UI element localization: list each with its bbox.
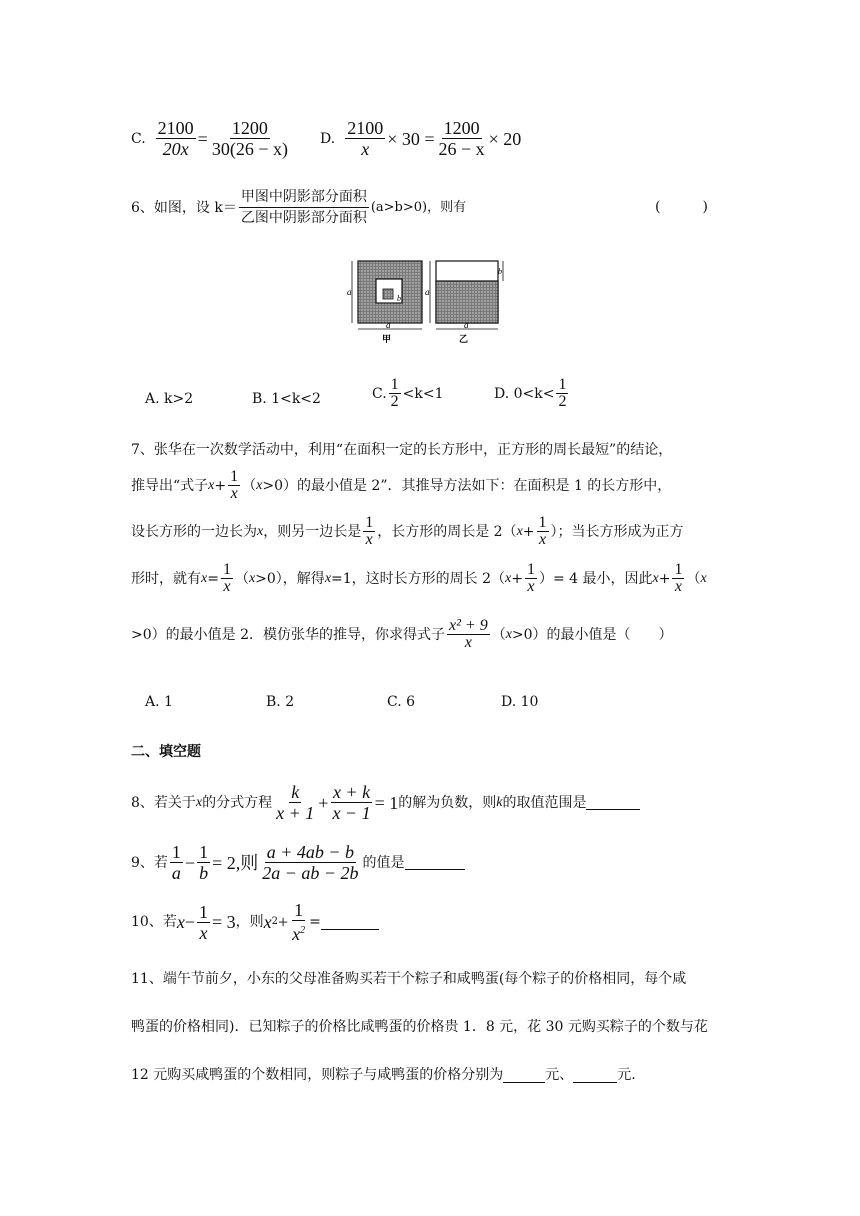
q6-option-b: B. 1<k<2 (252, 391, 321, 407)
q6-option-a: A. k>2 (145, 391, 194, 407)
q7-line-5: >0）的最小值是 2．模仿张华的推导，你求得式子 $\frac{\text{x² + 9}}{x}$ （ x >0）的最小值是（ ） (131, 617, 673, 651)
fraction: $\frac{x + k}{x - 1}$ (332, 782, 371, 823)
label-b: b (397, 294, 401, 303)
label-a: a (425, 287, 430, 297)
fraction: $\frac{1}{x}$ (365, 514, 374, 548)
q7-option-a: A. 1 (145, 694, 173, 710)
q6-option-d: D. 0<k< $\frac{1}{2}$ (494, 376, 567, 410)
fraction: $\frac{k}{x + 1}$ (276, 782, 315, 823)
fraction: $\frac{1200}{26 - x}$ (438, 118, 485, 159)
q6-figure (346, 255, 506, 345)
shaded-rectangle (436, 281, 498, 323)
label-a: a (386, 320, 391, 330)
q7-line-1: 7、张华在一次数学活动中，利用“在面积一定的长方形中，正方形的周长最短”的结论， (131, 442, 673, 458)
q11-line-3: 12 元购买咸鸭蛋的个数相同，则粽子与咸鸭蛋的价格分别为 元、 元. (131, 1067, 636, 1083)
q5-option-d: D. $\frac{2100}{x}$ × 30 = $\frac{1200}{26 - x}$ × 20 (320, 118, 522, 159)
fraction: $\frac{2100}{20x}$ (157, 118, 194, 159)
q7-line-2: 推导出“式子 x + $\frac{1}{x}$ （ x >0）的最小值是 2”．其推导方法如下：在面积是 1 的长方形中， (131, 468, 672, 502)
q11-line-2: 鸭蛋的价格相同)．已知粽子的价格比咸鸭蛋的价格贵 1．8 元，花 30 元购买粽子的个数与花 (131, 1019, 708, 1035)
q5-option-c: C. $\frac{2100}{20x}$ = $\frac{1200}{30(26 - x)}$ (131, 118, 288, 159)
q7-line-4: 形时，就有 x = $\frac{1}{x}$ （ x >0），解得 x =1，这时长方形的周长 2（ x + $\frac{1}{x}$ ）= 4 最小，因此 x + $\frac{1}{x}$ （ x (131, 561, 707, 595)
option-label: C. (131, 130, 146, 147)
q7-option-d: D. 10 (501, 694, 539, 710)
fraction: $\frac{1}{x}$ (198, 901, 208, 943)
caption-jia: 甲 (382, 335, 392, 345)
fraction: $\frac{1}{x}$ (230, 468, 239, 502)
q9: 9、若 $\frac{1}{a}$ − $\frac{1}{b}$ = 2,则 $\frac{a + 4ab - b}{2a - ab - 2b}$ 的值是 (131, 842, 465, 883)
answer-blank[interactable] (503, 1068, 545, 1083)
label-a: a (347, 287, 352, 297)
fraction: $\frac{1200}{30(26 - x)}$ (211, 118, 288, 159)
option-label: D. (320, 130, 336, 147)
fraction: $\frac{1}{x}$ (674, 561, 683, 595)
q7-line-3: 设长方形的一边长为 x ，则另一边长是 $\frac{1}{x}$ ，长方形的周长是 2（ x + $\frac{1}{x}$ ）；当长方形成为正方 (131, 514, 684, 548)
answer-blank[interactable] (405, 855, 465, 870)
answer-paren: ( ) (655, 199, 708, 215)
section-title: 二、填空题 (131, 744, 201, 760)
caption-yi: 乙 (459, 335, 469, 345)
q6-option-c: C. $\frac{1}{2}$ <k<1 (372, 376, 444, 410)
fraction: $\frac{1}{2}$ (390, 376, 399, 410)
fraction: $\frac{1}{2}$ (558, 376, 567, 410)
q11-line-1: 11、端午节前夕，小东的父母准备购买若干个粽子和咸鸭蛋(每个粽子的价格相同，每个咸 (131, 971, 687, 987)
fraction: $\frac{2100}{x}$ (347, 118, 384, 159)
fraction: $\frac{1}{x}$ (222, 561, 231, 595)
label-b: b (498, 267, 502, 276)
fraction: $\frac{1}{x^2}$ (292, 900, 306, 944)
answer-blank[interactable] (321, 915, 379, 930)
inner-shaded-square (383, 289, 393, 299)
answer-blank[interactable] (586, 795, 640, 810)
fraction: $\frac{1}{a}$ (171, 842, 181, 883)
fraction: $\frac{\text{x² + 9}}{x}$ (449, 617, 488, 651)
label-a: a (464, 320, 469, 330)
fraction: $\frac{1}{x}$ (526, 561, 535, 595)
answer-blank[interactable] (573, 1068, 617, 1083)
q7-option-b: B. 2 (266, 694, 295, 710)
q10: 10、若 x − $\frac{1}{x}$ = 3 ，则 x 2 + $\frac{1}{x^2}$ = (131, 900, 379, 944)
q6-stem: 6、如图，设 k＝ $\frac{\text{甲图中阴影部分面积}}{\text{乙图中阴影部分面积}}$ (a>b>0)，则有 (131, 189, 467, 226)
fraction: $\frac{1}{x}$ (538, 514, 547, 548)
fraction: $\frac{a + 4ab - b}{2a - ab - 2b}$ (262, 842, 359, 883)
fraction: $\frac{\text{甲图中阴影部分面积}}{\text{乙图中阴影部分面积}}$ (240, 189, 367, 226)
q8: 8、若关于 x 的分式方程 $\frac{k}{x + 1}$ + $\frac{x + k}{x - 1}$ = 1 的解为负数，则 k 的取值范围是 (131, 782, 640, 823)
fraction: $\frac{1}{b}$ (199, 842, 209, 883)
q7-option-c: C. 6 (387, 694, 416, 710)
